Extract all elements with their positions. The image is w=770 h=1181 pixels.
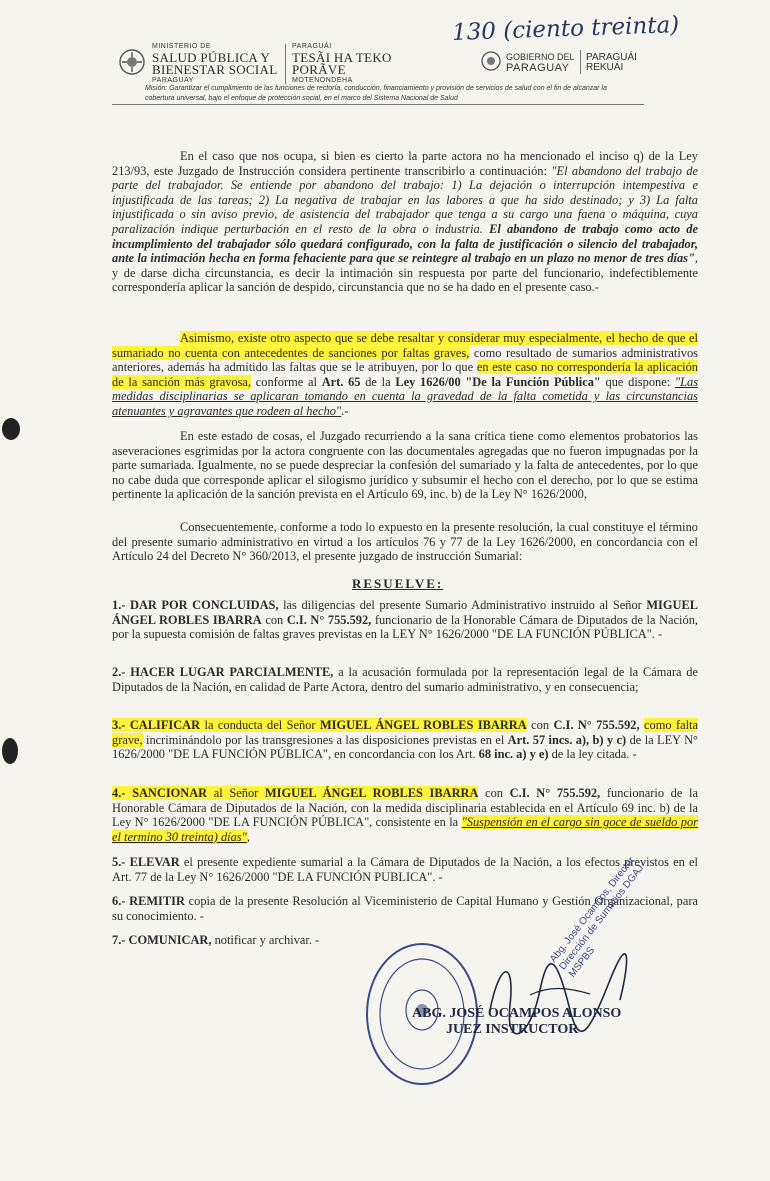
r6-text-a: copia de la presente Resolución al Viceministerio de Capital Humano y Gestión Organizacional, para su conocimiento. -: [112, 894, 699, 923]
r6-lead: 6.- REMITIR: [112, 894, 185, 908]
gn-small: PARAGUÁI: [292, 43, 332, 50]
handwritten-page-number: 130 (ciento treinta): [451, 12, 680, 46]
r4-quote: "Suspensión en el cargo sin goce de sueldo por el termino 30 treinta) días": [112, 815, 698, 844]
r3-text-e: de la ley citada. -: [548, 747, 637, 762]
r4-ci: C.I. N° 755.592,: [509, 786, 601, 800]
header-rule: [112, 104, 644, 105]
p1-text-a: En el caso que nos ocupa, si bien es cierto la parte actora no ha mencionado el inciso q) de la Ley 213/93, este Juzgado de Instrucción considera pertinente transcribirlo a continuación:: [112, 149, 698, 178]
p2-highlight-1: Asimismo, existe otro aspecto que se debe resaltar y considerar muy especialmente, el hecho de que el sumariado no cuenta con antecedentes de sanciones por faltas graves,: [112, 331, 698, 360]
signatory-title: JUEZ INSTRUCTOR: [446, 1022, 579, 1037]
p2-text-c: de la: [360, 374, 396, 389]
ministry-line1: SALUD PÚBLICA Y: [152, 50, 271, 65]
punch-hole-bottom: [2, 738, 18, 764]
r1-name: MIGUEL ÁNGEL ROBLES IBARRA: [112, 598, 698, 627]
r3-text-a: la conducta del Señor: [200, 718, 320, 732]
p2-article: Art. 65: [321, 374, 361, 389]
p2-law: Ley 1626/00 "De la Función Pública": [395, 374, 601, 389]
gobierno-emblem-icon: [480, 50, 502, 72]
p3-text: En este estado de cosas, el Juzgado recurriendo a la sana crítica tiene como elementos probatorios las aseveraciones esgrimidas por la actora congruente con las documentales agregadas que no fueron impugnadas por la parte sumariada. Igualmente, no se puede despreciar la confesión del sumariado y la falta de antecedentes, por lo que no cabe duda que corresponde aplicar el silogismo jurídico y subsumir el hecho con el derecho, por lo que se estima pertinente la aplicación de la sanción prevista en el Artículo 69, inc. b) de la Ley N° 1626/2000,: [112, 429, 698, 502]
resolution-item-3: [112, 718, 698, 762]
ministry-small: MINISTERIO DE: [152, 43, 212, 50]
p4-text: Consecuentemente, conforme a todo lo expuesto en la presente resolución, la cual constituye el término del presente sumario administrativo en virtud a los artículos 76 y 77 de la Ley 1626/2000, en concordancia con el Artículo 24 del Decreto N° 360/2013, el presente juzgado de instrucción Sumarial:: [112, 520, 698, 564]
paragraph-3: [112, 429, 698, 502]
r1-text-c: funcionario de la Honorable Cámara de Diputados de la Nación, por la supuesta comisión de faltas graves previstas en la LEY N° 1626/2000 "DE LA FUNCIÓN PÚBLICA". -: [112, 612, 698, 642]
r3-name: MIGUEL ÁNGEL ROBLES IBARRA: [319, 718, 527, 732]
p2-highlight-2: en este caso no correspondería la aplicación de la sanción más gravosa,: [112, 360, 698, 389]
r4-lead: 4.- SANCIONAR: [112, 786, 208, 800]
header-divider-1: [285, 44, 286, 84]
r3-ci: C.I. N° 755.592,: [553, 718, 640, 732]
r7-text-a: notificar y archivar. -: [211, 933, 320, 947]
ministry-emblem-icon: [118, 48, 146, 76]
gobierno-line2: PARAGUAY: [506, 62, 570, 74]
p1-text-b: , y de darse dicha circunstancia, es decir la intimación sin respuesta por parte del funcionario, indefectiblemente correspondería aplicar la sanción de despido, circunstancia que no se ha dado en el presente caso.-: [112, 251, 698, 295]
gobierno-line1: GOBIERNO DEL: [506, 52, 575, 62]
punch-hole-top: [2, 418, 20, 440]
r1-text-b: con: [261, 612, 287, 627]
r4-name: MIGUEL ÁNGEL ROBLES IBARRA: [264, 786, 479, 800]
teta-line1: PARAGUÁI: [586, 52, 637, 63]
p2-text-e: .-: [341, 403, 349, 418]
r3-text-b: con: [526, 718, 554, 732]
r3-text-c: incriminándolo por las transgresiones a las disposiciones previstas en el: [142, 732, 508, 747]
r2-lead: 2.- HACER LUGAR PARCIALMENTE,: [112, 665, 334, 679]
resuelve-heading: RESUELVE:: [352, 576, 444, 591]
r7-lead: 7.- COMUNICAR,: [112, 933, 212, 947]
r3-article: Art. 57 incs. a), b) y c): [507, 732, 627, 747]
r1-ci: C.I. N° 755.592,: [286, 612, 372, 627]
paragraph-4: [112, 520, 698, 564]
r5-text-a: el presente expediente sumarial a la Cámara de Diputados de la Nación, a los efectos previstos en el Art. 77 de la Ley N° 1626/2000 "DE LA FUNCIÓN PUBLICA". -: [112, 855, 698, 884]
ministry-line2: BIENESTAR SOCIAL: [152, 62, 278, 77]
r4-text-b: con: [478, 786, 510, 800]
mission-statement: Misión: Garantizar el cumplimiento de las funciones de rectoría, conducción, financiamiento y provisión de servicios de salud con el fin de alcanzar la cobertura universal, bajo el enfoque de protección social, en el marco del Sistema Nacional de Salud: [145, 85, 607, 102]
r3-lead: 3.- CALIFICAR: [112, 718, 201, 732]
r3-highlight: como falta grave,: [112, 718, 698, 747]
teta-line2: REKUÁI: [586, 62, 624, 73]
p2-text-a: como resultado de sumarios administrativos anteriores, además ha admitido las faltas que se le atribuyen, por lo que: [112, 345, 698, 375]
gn-line2: PORÃVE: [292, 62, 346, 77]
signatory-name: ABG. JOSÉ OCAMPOS ALONSO: [412, 1006, 622, 1021]
p1-bold-quote: El abandono de trabajo como acto de incumplimiento del trabajador sólo quedará configurado, con la falta de justificación o silencio del trabajador, ante la intimación hecha en forma fehaciente para que se reintegre al trabajo en un plazo no menor de tres días": [112, 221, 698, 266]
p2-text-d: que dispone:: [600, 374, 675, 389]
r3-text-d: de la LEY N° 1626/2000 "DE LA FUNCIÓN PÚBLICA", en concordancia con los Art.: [112, 732, 698, 762]
paragraph-2: [112, 331, 698, 419]
p2-text-b: conforme al: [251, 374, 322, 389]
gn-sub: MOTENONDEHA: [292, 77, 353, 84]
gn-line1: TESÃI HA TEKO: [292, 50, 392, 65]
r1-lead: 1.- DAR POR CONCLUIDAS,: [112, 598, 279, 612]
r1-text-a: las diligencias del presente Sumario Administrativo instruido al Señor: [278, 598, 647, 612]
r2-text-a: a la acusación formulada por la representación legal de la Cámara de Diputados de la Nación, en calidad de Parte Actora, dentro del sumario administrativo, y en consecuencia;: [112, 665, 698, 694]
r4-text-d: ,: [246, 829, 250, 844]
r5-lead: 5.- ELEVAR: [112, 855, 180, 869]
r4-text-a: al Señor: [207, 786, 265, 800]
ministry-country: PARAGUAY: [152, 77, 194, 84]
p2-quote: "Las medidas disciplinarias se aplicaran tomando en cuenta la gravedad de la falta cometida y las circunstancias atenuantes y agravantes que rodeen al hecho": [112, 374, 699, 418]
r3-article-2: 68 inc. a) y e): [478, 747, 549, 762]
director-stamp: Abg. José Ocampos, Director Dirección de Sumarios DGAJ - MSPBS: [548, 855, 650, 980]
header-divider-2: [580, 50, 581, 74]
resolution-item-4: [112, 786, 698, 844]
resolution-item-2: [112, 665, 698, 694]
resolution-item-1: [112, 598, 698, 642]
p1-quote: "El abandono del trabajo de parte del trabajador. Se entiende por abandono del trabajo: 1) La dejación o interrupción intempestiva e injustificada de las tareas; 2) La negativa de trabajar en las labores a que ha sido destinado; y 3) La falta injustificada o sin aviso previo, de asistencia del trabajador que tenga a su cargo una faena o máquina, cuya paralización indique perturbación en el resto de la obra o industria.: [112, 163, 698, 236]
paragraph-1: [112, 149, 698, 295]
r4-text-c: funcionario de la Honorable Cámara de Diputados de la Nación, con la medida disciplinaria establecida en el Artículo 69 inc. b) de la Ley N° 1626/2000 "DE LA FUNCIÓN PÚBLICA", consistente en la: [112, 786, 698, 830]
